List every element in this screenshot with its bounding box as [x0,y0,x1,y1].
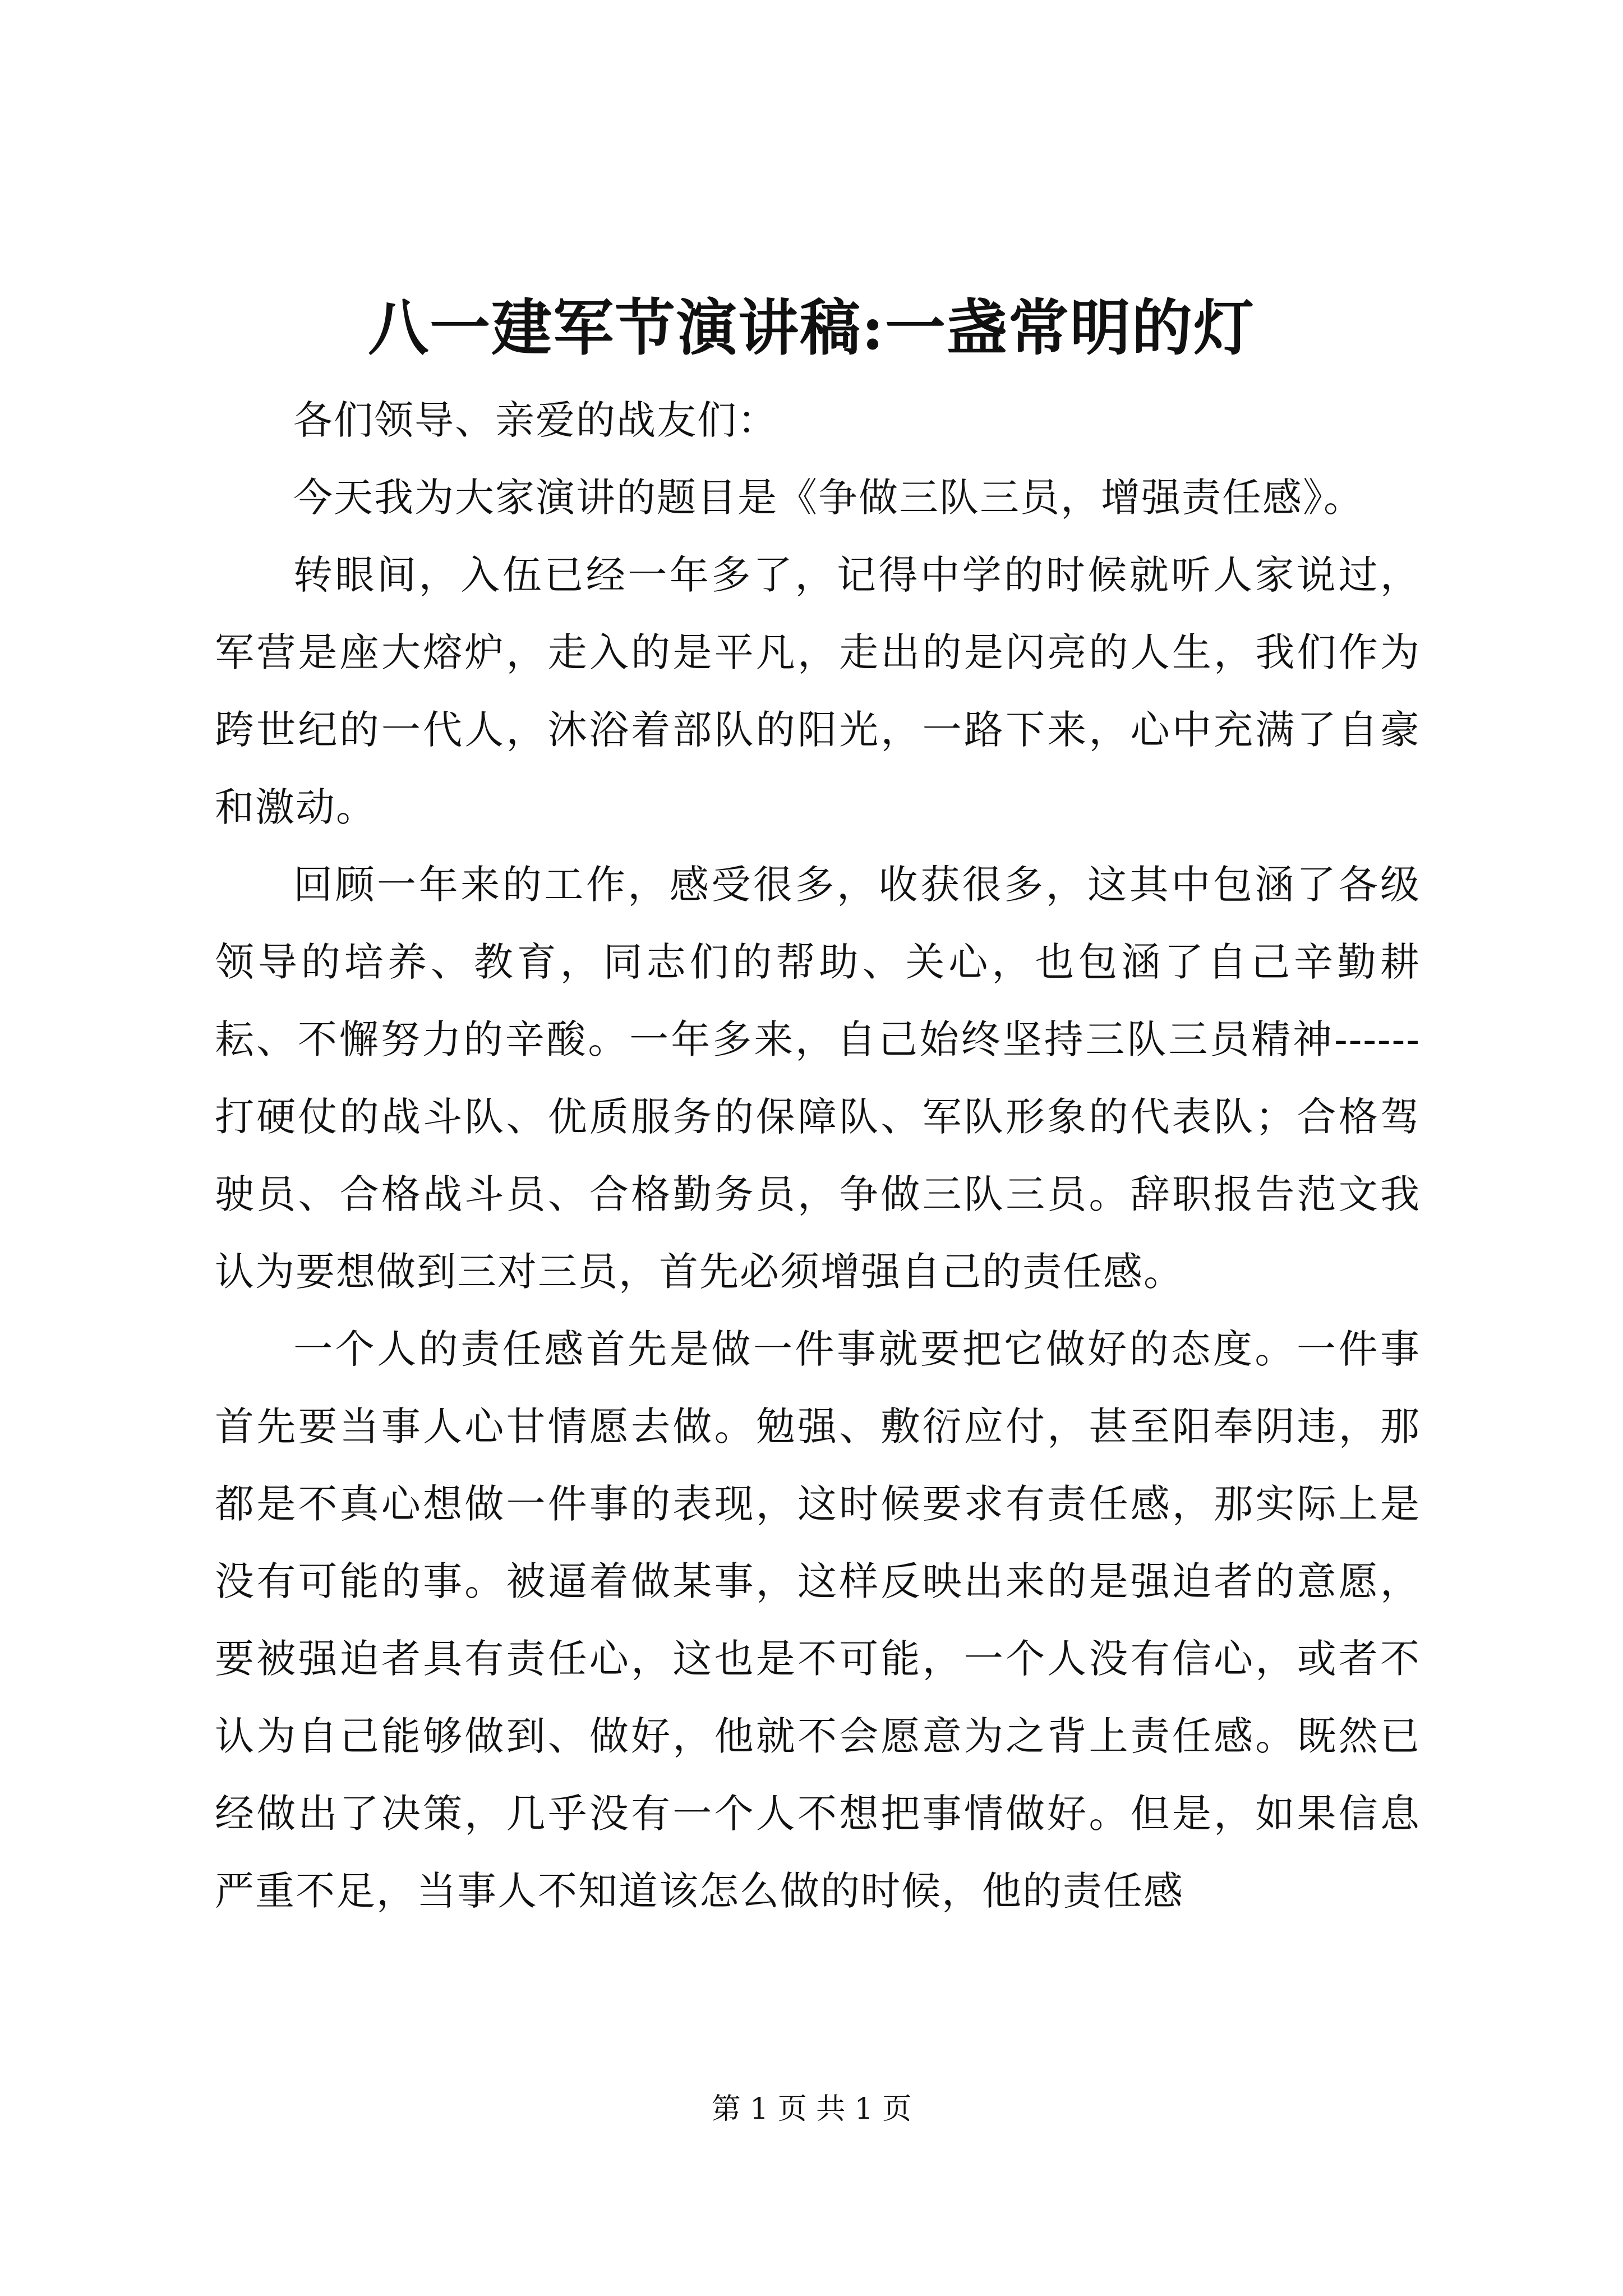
body-paragraph: 今天我为大家演讲的题目是《争做三队三员，增强责任感》。 [293,475,1364,521]
document-title: 八一建军节演讲稿:一盏常明的灯 [368,293,1255,364]
body-paragraph: 回顾一年来的工作，感受很多，收获很多，这其中包涵了各级领导的培养、教育，同志们的帮助、关心，也包涵了自己辛勤耕耘、不懈努力的辛酸。一年多来，自己始终坚持三队三员精神------打硬仗的战斗队、优质服务的保障队、军队形象的代表队；合格驾驶员、合格战斗员、合格勤务员，争做三队三员。辞职报告范文我认为要想做到三对三员，首先必须增强自己的责任感。 [215,862,1421,1295]
salutation-paragraph: 各们领导、亲爱的战友们： [293,397,778,443]
body-paragraph: 转眼间，入伍已经一年多了，记得中学的时候就听人家说过，军营是座大熔炉，走入的是平凡，走出的是闪亮的人生，我们作为跨世纪的一代人，沐浴着部队的阳光，一路下来，心中充满了自豪和激动。 [215,552,1421,830]
body-paragraph: 一个人的责任感首先是做一件事就要把它做好的态度。一件事首先要当事人心甘情愿去做。勉强、敷衍应付，甚至阳奉阴违，那都是不真心想做一件事的表现，这时候要求有责任感，那实际上是没有可能的事。被逼着做某事，这样反映出来的是强迫者的意愿，要被强迫者具有责任心，这也是不可能，一个人没有信心，或者不认为自己能够做到、做好，他就不会愿意为之背上责任感。既然已经做出了决策，几乎没有一个人不想把事情做好。但是，如果信息严重不足，当事人不知道该怎么做的时候，他的责任感 [215,1326,1421,1914]
document-body [215,381,1421,1930]
page-footer: 第 1 页 共 1 页 [711,2092,912,2126]
